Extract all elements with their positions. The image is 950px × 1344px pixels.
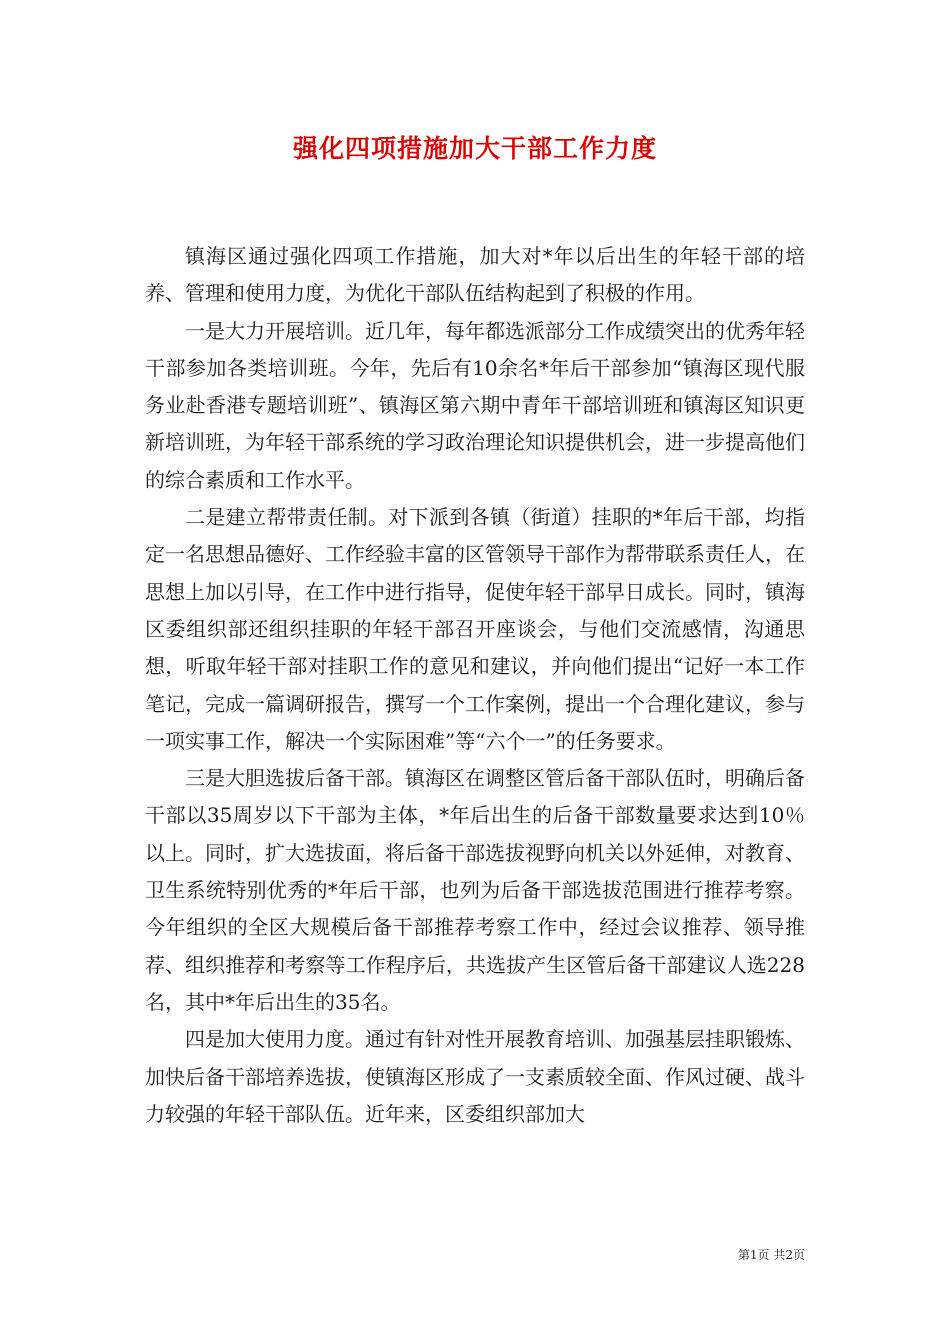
paragraph-selection: 三是大胆选拔后备干部。镇海区在调整区管后备干部队伍时，明确后备干部以35周岁以下干部为主体，*年后出生的后备干部数量要求达到10％以上。同时，扩大选拔面，将后备干部选拔视野向机关以外延伸，对教育、卫生系统特别优秀的*年后干部，也列为后备干部选拔范围进行推荐考察。今年组织的全区大规模后备干部推荐考察工作中，经过会议推荐、领导推荐、组织推荐和考察等工作程序后，共选拔产生区管后备干部建议人选228名，其中*年后出生的35名。 xyxy=(145,766,805,1014)
paragraph-usage: 四是加大使用力度。通过有针对性开展教育培训、加强基层挂职锻炼、加快后备干部培养选拔，使镇海区形成了一支素质较全面、作风过硬、战斗力较强的年轻干部队伍。近年来，区委组织部加大 xyxy=(145,1027,805,1126)
document-title: 强化四项措施加大干部工作力度 xyxy=(292,134,657,163)
page-number: 第1页 共2页 xyxy=(737,1248,805,1262)
document-body xyxy=(145,238,805,1133)
paragraph-training: 一是大力开展培训。近几年，每年都选派部分工作成绩突出的优秀年轻干部参加各类培训班。今年，先后有10余名*年后干部参加“镇海区现代服务业赴香港专题培训班”、镇海区第六期中青年干部培训班和镇海区知识更新培训班，为年轻干部系统的学习政治理论知识提供机会，进一步提高他们的综合素质和工作水平。 xyxy=(145,318,805,492)
paragraph-intro: 镇海区通过强化四项工作措施，加大对*年以后出生的年轻干部的培养、管理和使用力度，为优化干部队伍结构起到了积极的作用。 xyxy=(145,244,805,306)
paragraph-mentoring: 二是建立帮带责任制。对下派到各镇（街道）挂职的*年后干部，均指定一名思想品德好、工作经验丰富的区管领导干部作为帮带联系责任人，在思想上加以引导，在工作中进行指导，促使年轻干部早日成长。同时，镇海区委组织部还组织挂职的年轻干部召开座谈会，与他们交流感情，沟通思想，听取年轻干部对挂职工作的意见和建议，并向他们提出“记好一本工作笔记，完成一篇调研报告，撰写一个工作案例，提出一个合理化建议，参与一项实事工作，解决一个实际困难”等“六个一”的任务要求。 xyxy=(145,505,805,753)
